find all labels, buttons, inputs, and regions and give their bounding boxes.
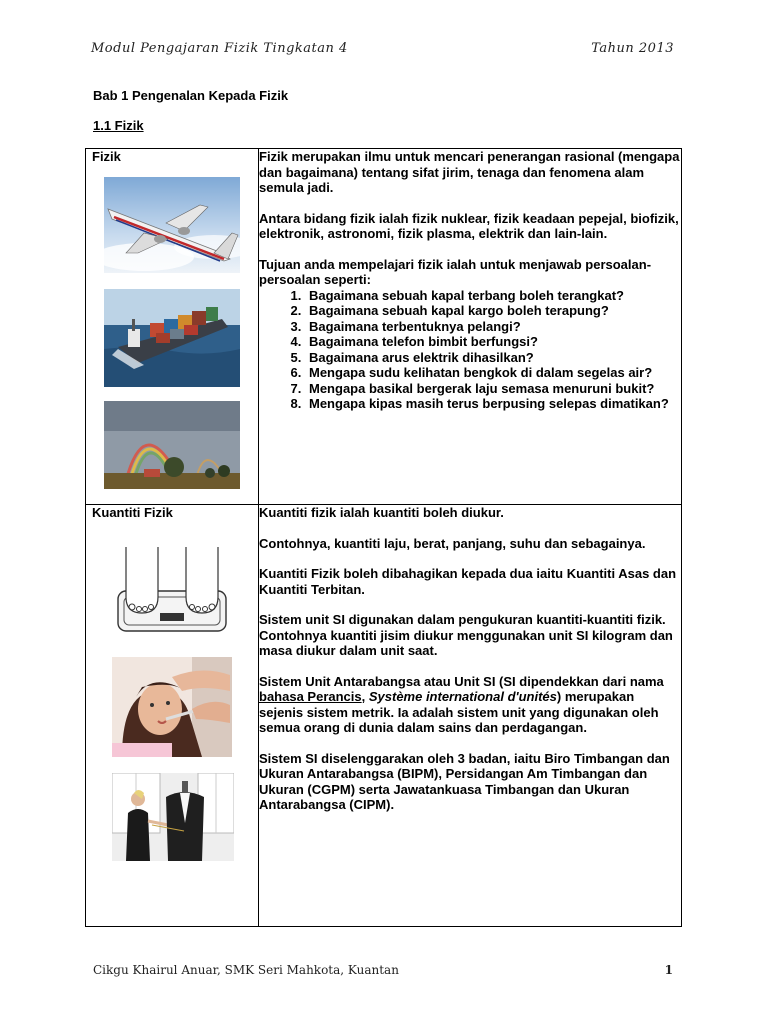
- paragraph: Kuantiti Fizik boleh dibahagikan kepada dua iaitu Kuantiti Asas dan Kuantiti Terbitan.: [259, 566, 677, 597]
- weighing-scale-photo: [112, 547, 232, 637]
- row-label-fizik: Fizik: [92, 149, 121, 164]
- description-cell: [259, 505, 682, 927]
- chapter-title: Bab 1 Pengenalan Kepada Fizik: [93, 88, 289, 103]
- bahasa-perancis-link[interactable]: bahasa Perancis: [259, 689, 362, 704]
- paragraph: Sistem unit SI digunakan dalam pengukuran kuantiti-kuantiti fizik. Contohnya kuantiti jisim diukur menggunakan unit SI kilogram dan masa diukur dalam unit saat.: [259, 612, 673, 658]
- french-term: Système international d'unités: [368, 689, 557, 704]
- airplane-photo: [104, 177, 240, 273]
- list-item: 6. Mengapa sudu kelihatan bengkok di dalam segelas air?: [305, 365, 681, 381]
- content-table: [85, 148, 682, 927]
- label-cell: [86, 505, 259, 927]
- row-label-kuantiti-fizik: Kuantiti Fizik: [92, 505, 173, 520]
- thermometer-child-photo: [112, 657, 232, 757]
- paragraph: Tujuan anda mempelajari fizik ialah untuk menjawab persoalan-persoalan seperti:: [259, 256, 652, 287]
- running-header-title: Modul Pengajaran Fizik Tingkatan 4: [91, 41, 348, 56]
- table-row: [86, 149, 682, 505]
- paragraph: Antara bidang fizik ialah fizik nuklear, fizik keadaan pepejal, biofizik, elektronik, astronomi, fizik plasma, elektrik dan lain-lain.: [259, 210, 679, 241]
- list-item: 4. Bagaimana telefon bimbit berfungsi?: [305, 334, 681, 350]
- paragraph: Fizik merupakan ilmu untuk mencari penerangan rasional (mengapa dan bagaimana) tentang sifat jirim, tenaga dan fenomena alam semula jadi.: [259, 149, 680, 195]
- paragraph: Contohnya, kuantiti laju, berat, panjang, suhu dan sebagainya.: [259, 535, 646, 551]
- text-span: ) merupakan sejenis sistem metrik. Ia adalah sistem unit yang digunakan oleh semua orang di dunia dalam sains dan perdagangan.: [259, 689, 659, 735]
- list-item: 3. Bagaimana terbentuknya pelangi?: [305, 319, 681, 335]
- paragraph: Sistem SI diselenggarakan oleh 3 badan, iaitu Biro Timbangan dan Ukuran Antarabangsa (BIPM), Persidangan Am Timbangan dan Ukuran (CGPM) serta Jawatankuasa Timbangan dan Ukuran Antarabangsa (CIPM).: [259, 750, 670, 812]
- page-number: 1: [664, 963, 673, 977]
- description-cell: [259, 149, 682, 505]
- list-item: 8. Mengapa kipas masih terus berpusing selepas dimatikan?: [305, 396, 681, 412]
- cargo-ship-photo: [104, 289, 240, 387]
- list-item: 7. Mengapa basikal bergerak laju semasa menuruni bukit?: [305, 381, 681, 397]
- footer-author: Cikgu Khairul Anuar, SMK Seri Mahkota, Kuantan: [93, 963, 399, 977]
- paragraph: Kuantiti fizik ialah kuantiti boleh diukur.: [259, 505, 504, 520]
- list-item: 5. Bagaimana arus elektrik dihasilkan?: [305, 350, 681, 366]
- tailor-measuring-photo: [112, 773, 234, 861]
- section-title: 1.1 Fizik: [93, 118, 144, 133]
- label-cell: [86, 149, 259, 505]
- table-row: [86, 505, 682, 927]
- paragraph-si-definition: [259, 674, 681, 736]
- list-item: 1. Bagaimana sebuah kapal terbang boleh terangkat?: [305, 288, 681, 304]
- running-header-year: Tahun 2013: [591, 41, 674, 56]
- question-list: [259, 288, 681, 412]
- text-span: Sistem Unit Antarabangsa atau Unit SI (SI dipendekkan dari nama: [259, 673, 664, 689]
- text-span: ,: [361, 689, 369, 704]
- rainbow-photo: [104, 401, 240, 489]
- list-item: 2. Bagaimana sebuah kapal kargo boleh terapung?: [305, 303, 681, 319]
